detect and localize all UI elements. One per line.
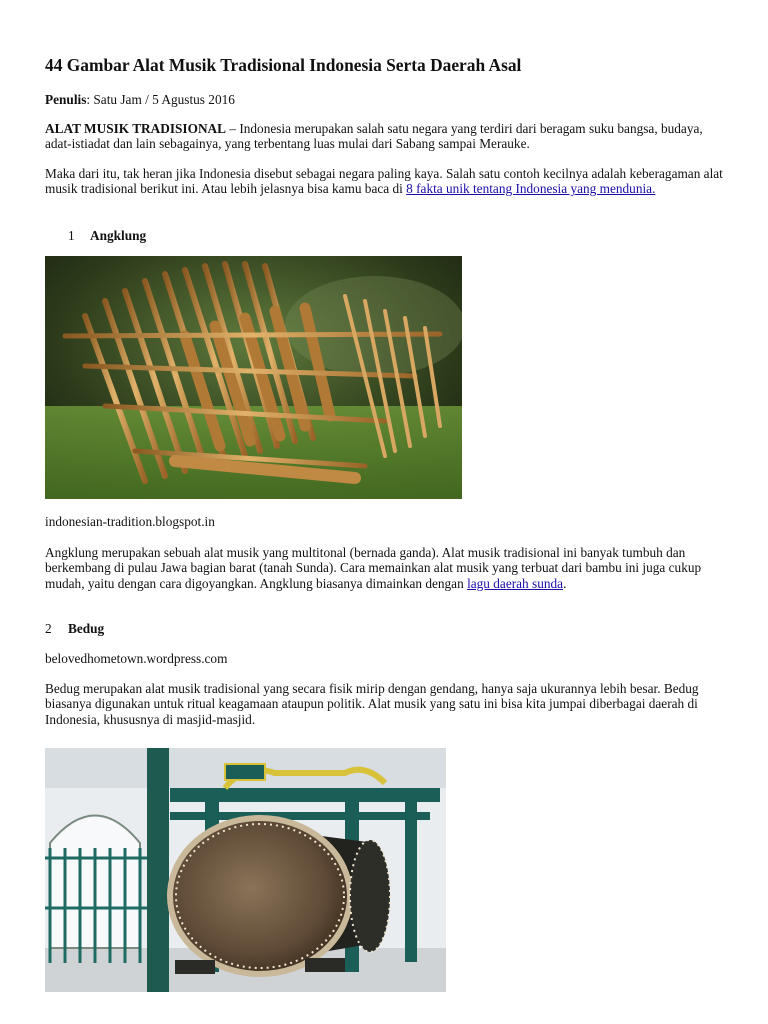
item-2-source: belovedhometown.wordpress.com <box>45 651 228 666</box>
intro-paragraph <box>45 121 725 152</box>
item-1-desc-end: . <box>563 575 567 591</box>
item-1-description <box>45 545 725 591</box>
item-1-desc-text: Angklung merupakan sebuah alat musik yang multitonal (bernada ganda). Alat musik tradisional ini banyak tumbuh dan berkembang di pulau Jawa bagian barat (tanah Sunda). Cara memainkan alat musik yang terbuat dari bambu ini juga cukup mudah, yaitu dengan cara digoyangkan. Angklung biasanya dimainkan dengan <box>45 545 702 591</box>
item-2-number: 2 <box>45 621 52 636</box>
item-2-description: Bedug merupakan alat musik tradisional yang secara fisik mirip dengan gendang, hanya saja ukurannya lebih besar. Bedug biasanya digunakan untuk ritual keagamaan ataupun politik. Alat musik yang satu ini bisa kita jumpai diberbagai daerah di Indonesia, khususnya di masjid-masjid. <box>45 681 699 727</box>
author-label: Penulis <box>45 92 87 107</box>
item-1-source: indonesian-tradition.blogspot.in <box>45 514 215 529</box>
item-2-heading: Bedug <box>68 621 105 636</box>
intro-bold: ALAT MUSIK TRADISIONAL <box>45 121 227 136</box>
paragraph-2 <box>45 166 725 197</box>
author-value: : Satu Jam / 5 Agustus 2016 <box>86 92 235 107</box>
bedug-photo <box>45 748 446 992</box>
item-1-heading: Angklung <box>90 228 147 243</box>
fakta-unik-link[interactable]: 8 fakta unik tentang Indonesia yang mendunia. <box>406 181 656 197</box>
lagu-daerah-link[interactable]: lagu daerah sunda <box>467 575 564 591</box>
item-1-number: 1 <box>68 228 75 243</box>
paragraph-2-text: Maka dari itu, tak heran jika Indonesia disebut sebagai negara paling kaya. Salah satu contoh kecilnya adalah keberagaman alat musik tradisional berikut ini. Atau lebih jelasnya bisa kamu baca di <box>45 166 723 197</box>
intro-text: – Indonesia merupakan salah satu negara yang terdiri dari beragam suku bangsa, budaya, adat-istiadat dan lain sebagainya, yang terbentang luas mulai dari Sabang sampai Merauke. <box>45 121 703 152</box>
angklung-photo <box>45 256 462 499</box>
author-line <box>45 92 725 107</box>
article-title: 44 Gambar Alat Musik Tradisional Indonesia Serta Daerah Asal <box>45 55 522 75</box>
